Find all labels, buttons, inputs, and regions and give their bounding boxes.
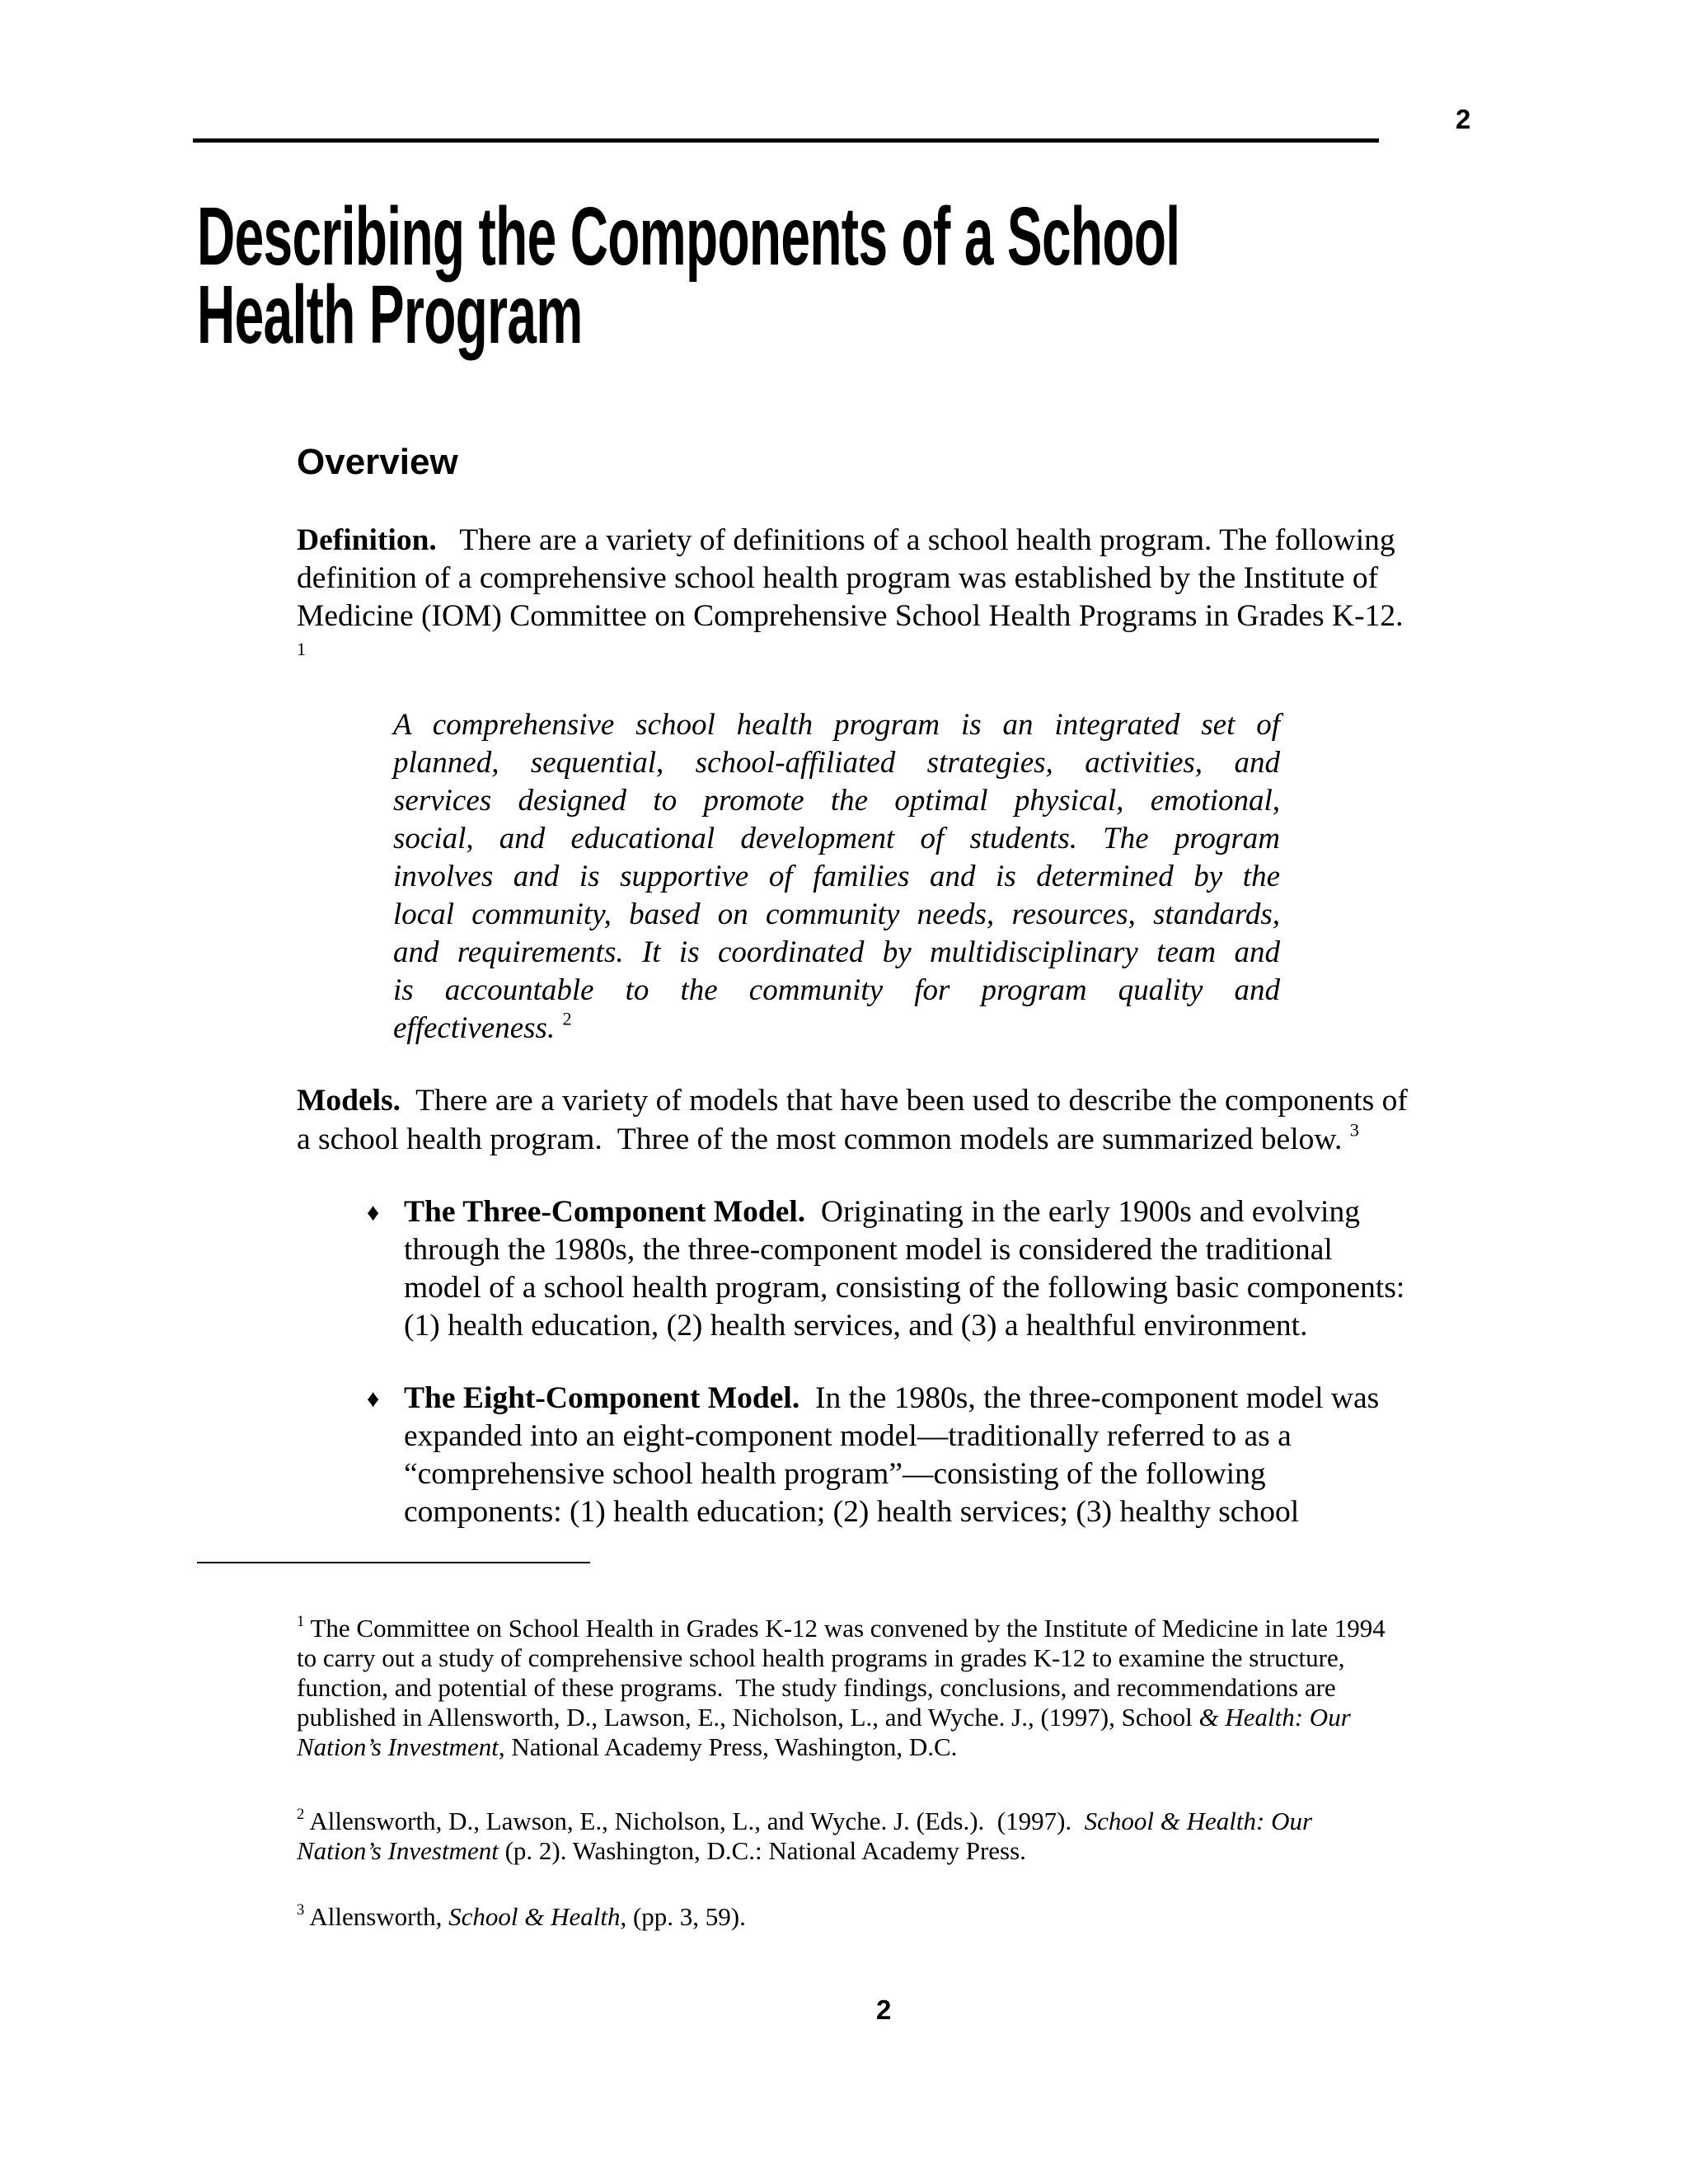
text-line: through the 1980s, the three-component model is considered the traditional bbox=[404, 1233, 1333, 1267]
footnote-ref-1[interactable]: 1 bbox=[297, 639, 306, 659]
footnote-number: 1 bbox=[297, 1612, 305, 1630]
quote-line: is accountable to the community for program quality and bbox=[393, 973, 1280, 1007]
text-line: Allensworth, D., Lawson, E., Nicholson, L., and Wyche. J. (Eds.). (1997). bbox=[304, 1807, 1085, 1835]
text-line: components: (1) health education; (2) health services; (3) healthy school bbox=[404, 1495, 1300, 1529]
bullet-three-component-model bbox=[404, 1193, 1404, 1345]
footnote-number: 2 bbox=[297, 1805, 305, 1823]
text-line: In the 1980s, the three-component model was bbox=[799, 1381, 1380, 1415]
footnote-ref-3[interactable]: 3 bbox=[1349, 1119, 1360, 1141]
text-line: Originating in the early 1900s and evolving bbox=[805, 1195, 1360, 1229]
citation-title: School & Health: Our bbox=[1084, 1807, 1313, 1835]
quote-line: planned, sequential, school-affiliated strategies, activities, and bbox=[393, 746, 1280, 780]
text-line: (1) health education, (2) health services, and (3) a healthful environment. bbox=[404, 1309, 1308, 1343]
quote-line: local community, based on community needs, resources, standards, bbox=[393, 898, 1280, 931]
text-line: , National Academy Press, Washington, D.C. bbox=[498, 1732, 958, 1761]
quote-line: A comprehensive school health program is an integrated set of bbox=[393, 708, 1280, 742]
text-line: to carry out a study of comprehensive school health programs in grades K-12 to examine the structure, bbox=[297, 1643, 1345, 1672]
citation-title: Nation’s Investment bbox=[297, 1732, 499, 1761]
text-line: The Committee on School Health in Grades K-12 was convened by the Institute of Medicine in late 1994 bbox=[304, 1614, 1386, 1643]
footnote-1 bbox=[297, 1614, 1386, 1762]
footnote-2 bbox=[297, 1807, 1312, 1866]
diamond-bullet-icon: ♦ bbox=[367, 1199, 380, 1226]
title-line: Describing the Components of a School bbox=[197, 190, 1180, 283]
citation-title: School & Health bbox=[448, 1902, 621, 1931]
models-paragraph bbox=[297, 1081, 1408, 1158]
diamond-bullet-icon: ♦ bbox=[367, 1385, 380, 1413]
text-line: (p. 2). Washington, D.C.: National Academy Press. bbox=[498, 1836, 1026, 1865]
text-line: , (pp. 3, 59). bbox=[620, 1902, 746, 1931]
citation-title: & Health: Our bbox=[1198, 1703, 1351, 1732]
header-page-number: 2 bbox=[1456, 104, 1471, 134]
footnote-3 bbox=[297, 1902, 746, 1932]
text-line: “comprehensive school health program”—consisting of the following bbox=[404, 1457, 1266, 1491]
text-line: There are a variety of definitions of a school health program. The following bbox=[436, 523, 1395, 557]
text-line: expanded into an eight-component model—traditionally referred to as a bbox=[404, 1419, 1292, 1453]
text-line: model of a school health program, consisting of the following basic components: bbox=[404, 1271, 1405, 1305]
text-line: definition of a comprehensive school health program was established by the Institute of bbox=[297, 561, 1379, 595]
title-line: Health Program bbox=[197, 269, 583, 361]
text-line: Medicine (IOM) Committee on Comprehensive School Health Programs in Grades K-12. bbox=[297, 599, 1404, 633]
footer-page-number: 2 bbox=[876, 1994, 892, 2025]
footnote-number: 3 bbox=[297, 1900, 305, 1919]
text-line: a school health program. Three of the most common models are summarized below. bbox=[297, 1122, 1350, 1156]
footnote-ref-2[interactable]: 2 bbox=[562, 1008, 572, 1029]
bullet-title: The Eight-Component Model. bbox=[404, 1381, 800, 1415]
quote-line: social, and educational development of students. The program bbox=[393, 822, 1280, 855]
quote-line: effectiveness. bbox=[393, 1011, 563, 1045]
text-line: function, and potential of these programs. The study findings, conclusions, and recommendations are bbox=[297, 1673, 1336, 1702]
text-line: published in Allensworth, D., Lawson, E., Nicholson, L., and Wyche. J., (1997), School bbox=[297, 1703, 1199, 1732]
citation-title: Nation’s Investment bbox=[297, 1836, 499, 1865]
text-line: There are a variety of models that have been used to describe the components of bbox=[401, 1084, 1408, 1118]
bullet-title: The Three-Component Model. bbox=[404, 1195, 806, 1229]
definition-paragraph bbox=[297, 522, 1403, 635]
footnote-separator bbox=[197, 1562, 590, 1563]
page-title bbox=[197, 190, 1180, 361]
iom-definition-quote bbox=[393, 706, 1280, 1047]
models-label: Models. bbox=[297, 1084, 401, 1118]
quote-line: services designed to promote the optimal physical, emotional, bbox=[393, 784, 1280, 818]
quote-line: involves and is supportive of families and is determined by the bbox=[393, 860, 1280, 893]
header-rule bbox=[193, 138, 1379, 143]
quote-line: and requirements. It is coordinated by multidisciplinary team and bbox=[393, 935, 1280, 969]
definition-label: Definition. bbox=[297, 523, 437, 557]
text-line: Allensworth, bbox=[304, 1902, 449, 1931]
bullet-eight-component-model bbox=[404, 1380, 1379, 1531]
section-heading-overview: Overview bbox=[297, 442, 458, 482]
